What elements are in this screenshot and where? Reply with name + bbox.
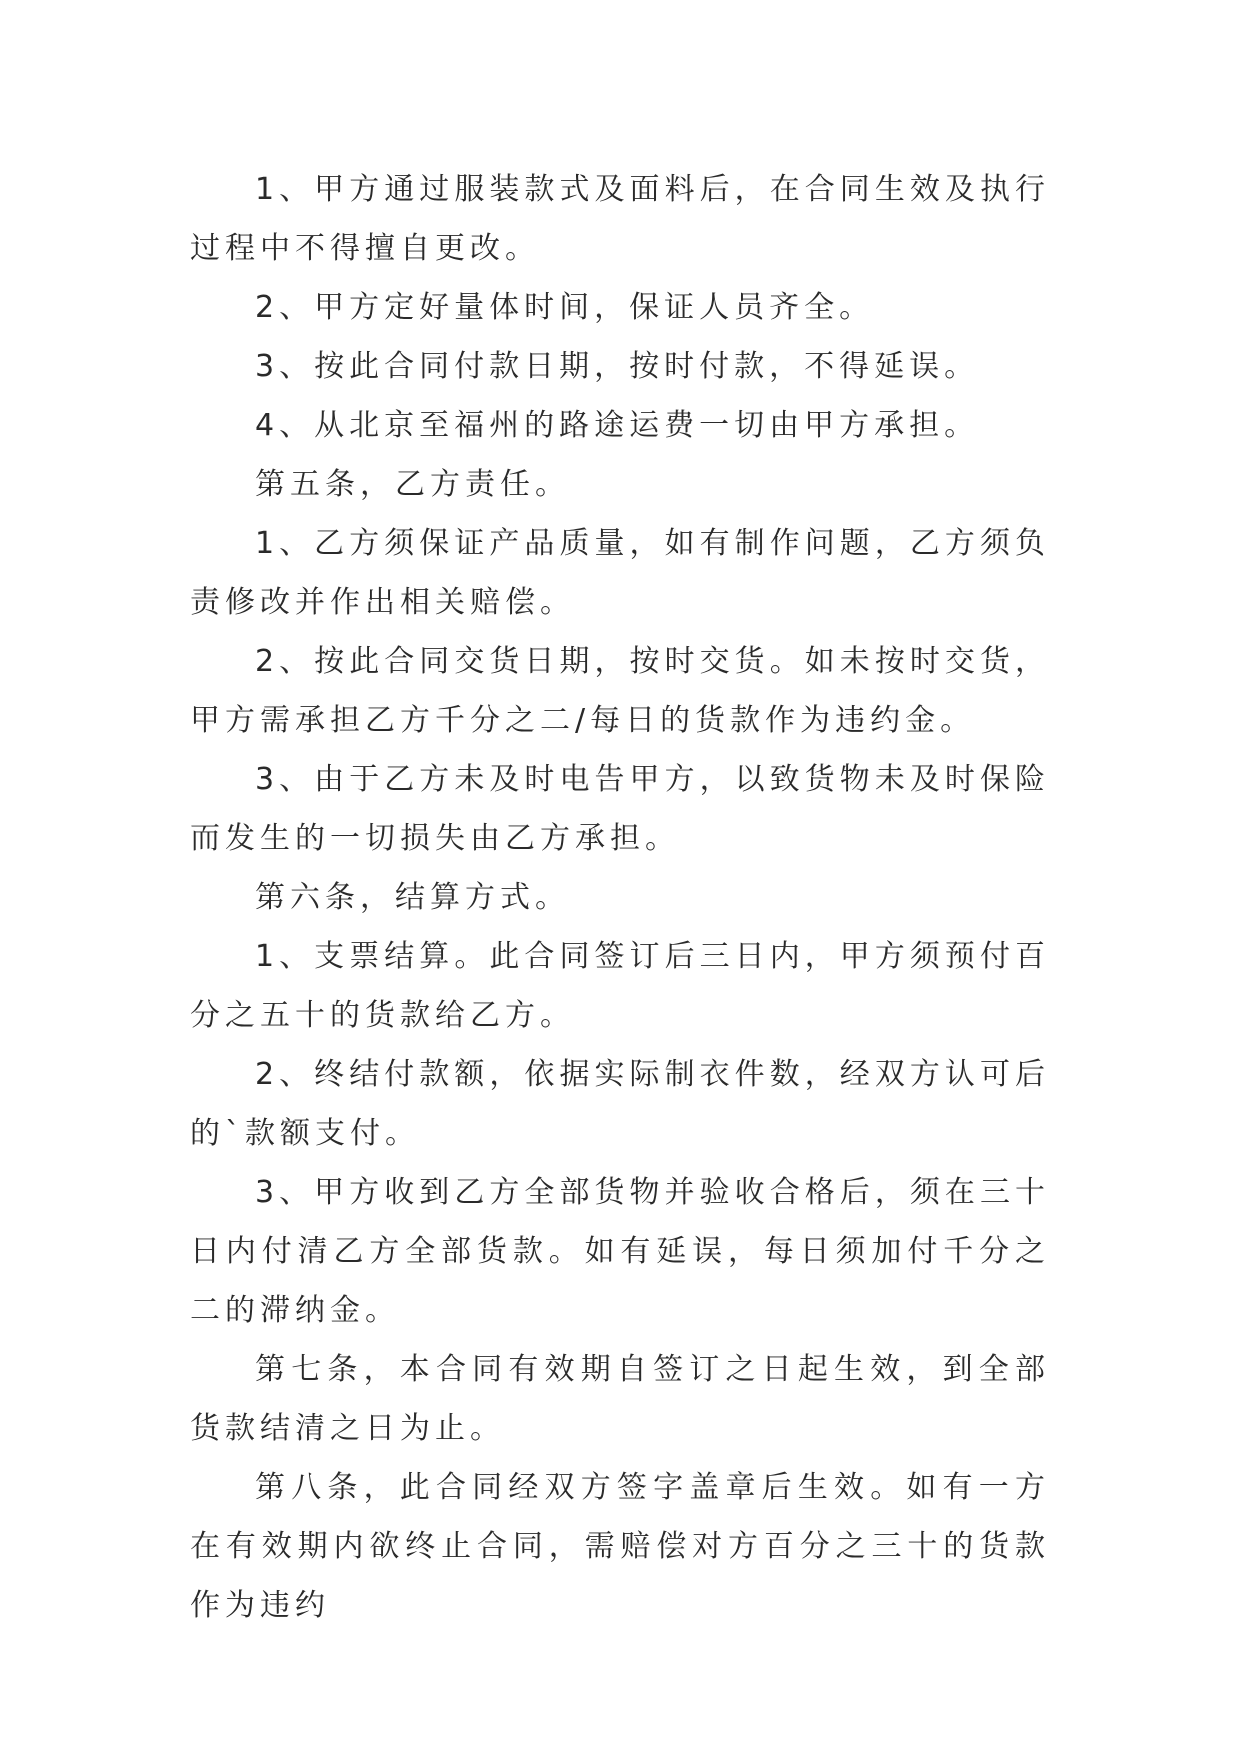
paragraph-article-8: 第八条，此合同经双方签字盖章后生效。如有一方在有效期内欲终止合同，需赔偿对方百分之三十的货款作为违约 xyxy=(190,1470,1050,1623)
paragraph-clause-4-item-3: 3、按此合同付款日期，按时付款，不得延误。 xyxy=(255,349,980,384)
paragraph-clause-6-item-1: 1、支票结算。此合同签订后三日内，甲方须预付百分之五十的货款给乙方。 xyxy=(190,939,1050,1033)
paragraph-article-7: 第七条，本合同有效期自签订之日起生效，到全部货款结清之日为止。 xyxy=(190,1352,1050,1446)
paragraph-clause-6-item-2: 2、终结付款额，依据实际制衣件数，经双方认可后的`款额支付。 xyxy=(190,1057,1050,1151)
document-body xyxy=(190,160,1050,1635)
paragraph-clause-5-item-1: 1、乙方须保证产品质量，如有制作问题，乙方须负责修改并作出相关赔偿。 xyxy=(190,526,1050,620)
paragraph-clause-4-item-1: 1、甲方通过服装款式及面料后，在合同生效及执行过程中不得擅自更改。 xyxy=(190,172,1050,266)
paragraph-clause-4-item-2: 2、甲方定好量体时间，保证人员齐全。 xyxy=(255,290,875,325)
section-heading-article-6: 第六条，结算方式。 xyxy=(255,880,570,915)
paragraph-clause-5-item-2: 2、按此合同交货日期，按时交货。如未按时交货，甲方需承担乙方千分之二/每日的货款作为违约金。 xyxy=(190,644,1050,738)
section-heading-article-5: 第五条，乙方责任。 xyxy=(255,467,570,502)
paragraph-clause-5-item-3: 3、由于乙方未及时电告甲方，以致货物未及时保险而发生的一切损失由乙方承担。 xyxy=(190,762,1050,856)
paragraph-clause-6-item-3: 3、甲方收到乙方全部货物并验收合格后，须在三十日内付清乙方全部货款。如有延误，每日须加付千分之二的滞纳金。 xyxy=(190,1175,1050,1328)
paragraph-clause-4-item-4: 4、从北京至福州的路途运费一切由甲方承担。 xyxy=(255,408,980,443)
